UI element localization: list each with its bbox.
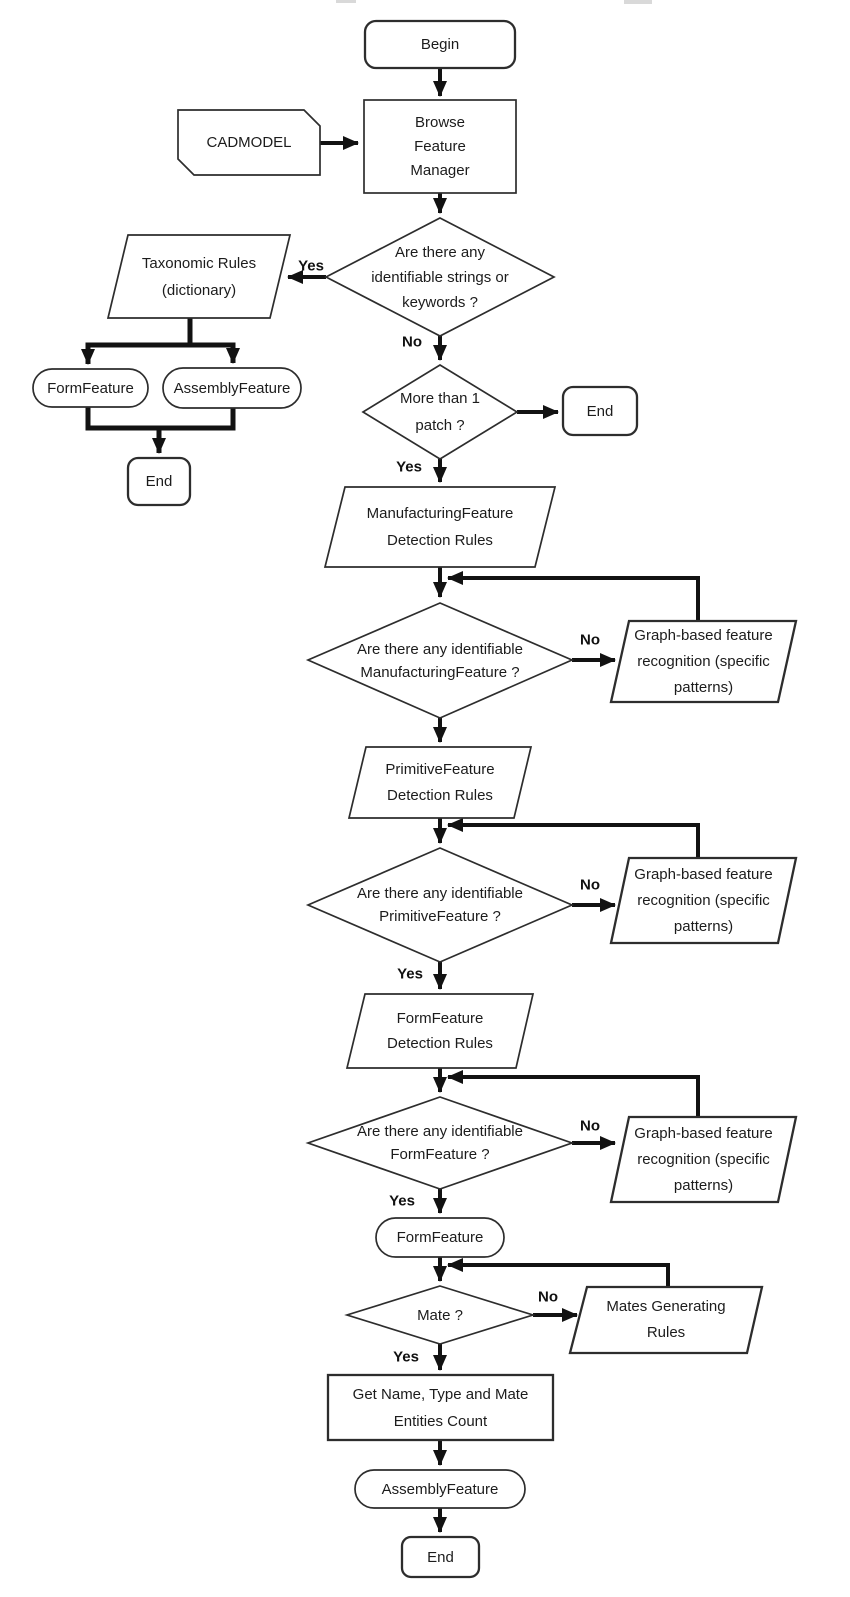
label-line: Graph-based feature: [634, 865, 773, 883]
label-line: Detection Rules: [387, 532, 493, 549]
label-line: CADMODEL: [206, 134, 292, 151]
label-line: FormFeature: [396, 1229, 484, 1246]
stadium-assembly-feature-2: [355, 1470, 525, 1508]
label-line: patterns): [673, 678, 734, 696]
edge-label-no-mate: No: [538, 1288, 558, 1306]
label-line: patch ?: [415, 417, 465, 434]
decision-more-than-1-patch: [363, 365, 517, 459]
data-primitive-feature-detection-rules: [349, 747, 531, 818]
decision-identifiable-primitive-feature: [308, 848, 572, 962]
data-taxonomic-rules: [108, 235, 290, 318]
label-line: PrimitiveFeature: [385, 760, 495, 778]
label-line: recognition (specific: [637, 891, 770, 909]
decision-identifiable-strings: [326, 218, 554, 336]
process-get-name-type-mate-count: [328, 1375, 553, 1440]
edge-label-yes-form: Yes: [389, 1192, 415, 1210]
label-line: End: [145, 473, 173, 490]
edge-label-no-prim: No: [580, 876, 600, 894]
label-line: Graph-based feature: [634, 626, 773, 644]
label-line: Begin: [420, 36, 460, 53]
label-line: AssemblyFeature: [381, 1480, 499, 1498]
label-line: recognition (specific: [637, 1150, 770, 1168]
connector-feedback-graph3: [448, 1077, 698, 1117]
label-line: PrimitiveFeature ?: [379, 908, 501, 925]
edge-label-yes-prim: Yes: [397, 965, 423, 983]
label-line: ManufacturingFeature ?: [360, 663, 520, 681]
decision-mate: [347, 1286, 533, 1344]
label-line: FormFeature ?: [390, 1146, 490, 1163]
edge-label-no-mfg: No: [580, 631, 600, 649]
edge-label-yes-patch: Yes: [396, 458, 422, 476]
crop-artifact-right: [624, 0, 652, 4]
label-line: Are there any: [394, 243, 486, 261]
label-line: identifiable strings or: [371, 268, 509, 286]
data-manufacturing-feature-detection-rules: [325, 487, 555, 567]
label-line: Taxonomic Rules: [141, 254, 257, 272]
terminator-end-left: [128, 458, 190, 505]
data-mates-generating-rules: [570, 1287, 762, 1353]
stadium-assembly-feature-1: [163, 368, 301, 408]
label-line: keywords ?: [402, 293, 478, 311]
decision-identifiable-form-feature: [308, 1097, 572, 1189]
edge-label-yes-mate: Yes: [393, 1348, 419, 1366]
data-graph-based-recognition-3: [611, 1117, 796, 1202]
stadium-form-feature-2: [376, 1218, 504, 1257]
label-line: Manager: [410, 161, 470, 179]
label-line: Entities Count: [393, 1412, 488, 1430]
label-line: Are there any identifiable: [357, 885, 523, 902]
data-graph-based-recognition-1: [611, 621, 796, 702]
label-line: ManufacturingFeature: [366, 505, 514, 522]
terminator-begin: [365, 21, 515, 68]
connector-feedback-graph2: [448, 825, 698, 858]
label-line: Detection Rules: [387, 1035, 493, 1052]
label-line: Mate ?: [417, 1306, 463, 1324]
label-line: End: [586, 402, 614, 420]
terminator-end-bottom: [402, 1537, 479, 1577]
label-line: Mates Generating: [606, 1298, 726, 1315]
data-graph-based-recognition-2: [611, 858, 796, 943]
label-line: Rules: [646, 1324, 686, 1341]
edge-label-no-strings: No: [402, 333, 422, 351]
label-line: patterns): [673, 1176, 734, 1194]
label-line: AssemblyFeature: [173, 379, 291, 397]
label-line: FormFeature: [396, 1010, 484, 1027]
label-line: recognition (specific: [637, 652, 770, 670]
label-line: Detection Rules: [387, 786, 493, 804]
connector-merge-bar: [88, 407, 233, 428]
label-line: Feature: [414, 137, 466, 155]
terminator-end-right: [563, 387, 637, 435]
connector-feedback-mates: [448, 1265, 668, 1287]
stadium-form-feature-1: [33, 369, 148, 407]
data-form-feature-detection-rules: [347, 994, 533, 1068]
label-line: Graph-based feature: [634, 1124, 773, 1142]
label-line: End: [427, 1548, 454, 1566]
process-browse-feature-manager: [364, 100, 516, 193]
crop-artifact-left: [336, 0, 356, 3]
label-line: Get Name, Type and Mate: [352, 1385, 529, 1403]
label-line: More than 1: [399, 390, 481, 407]
label-line: patterns): [673, 917, 734, 935]
edge-label-no-form: No: [580, 1117, 600, 1135]
connector-feedback-graph1: [448, 578, 698, 621]
label-line: FormFeature: [47, 379, 134, 397]
edge-label-yes-strings: Yes: [298, 257, 324, 275]
label-line: Are there any identifiable: [357, 1123, 523, 1140]
card-cadmodel: [178, 110, 320, 175]
label-line: (dictionary): [161, 281, 237, 299]
label-line: Browse: [414, 113, 466, 131]
decision-identifiable-manufacturing-feature: [308, 603, 572, 718]
label-line: Are there any identifiable: [357, 640, 523, 658]
